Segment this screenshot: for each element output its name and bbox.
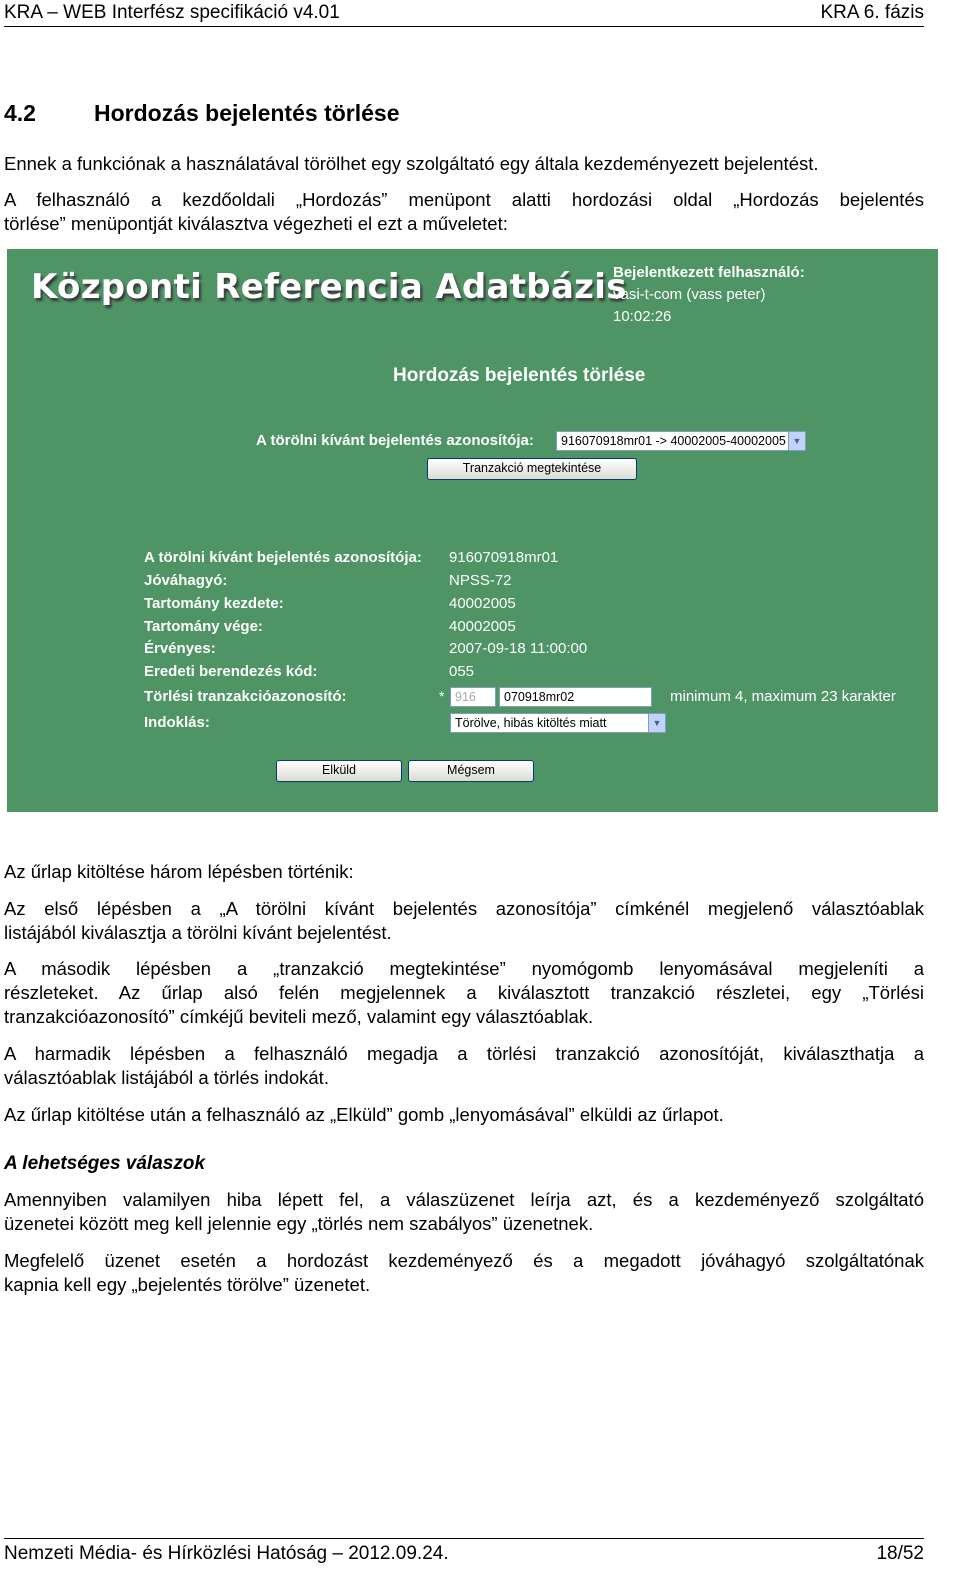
step-2-paragraph xyxy=(4,957,924,1029)
section-heading xyxy=(4,100,400,127)
user-info xyxy=(613,262,805,328)
intro-text-2a: A felhasználó a kezdőoldali „Hordozás” menüpont alatti hordozási oldal „Hordozás bejelentés xyxy=(4,189,924,210)
intro-text-2b: törlése” menüpontját kiválasztva végezheti el ezt a műveletet: xyxy=(4,213,508,234)
app-screenshot xyxy=(7,249,938,812)
step-3-paragraph xyxy=(4,1042,924,1090)
responses-heading: A lehetséges válaszok xyxy=(4,1153,206,1174)
chevron-down-icon[interactable]: ▼ xyxy=(648,714,665,732)
submit-button[interactable]: Elküld xyxy=(276,760,402,782)
section-title: Hordozás bejelentés törlése xyxy=(94,100,400,126)
response-1-text-b: üzenetei között meg kell jelennie egy „törlés nem szabályos” üzenetnek. xyxy=(4,1213,594,1234)
section-number: 4.2 xyxy=(4,100,36,126)
detail-label-id: A törölni kívánt bejelentés azonosítója: xyxy=(144,549,422,566)
response-2-text-b: kapnia kell egy „bejelentés törölve” üzenetet. xyxy=(4,1274,371,1295)
user-name: vasi-t-com (vass peter) xyxy=(613,286,766,303)
step-2-text-a: A második lépésben a „tranzakció megtekintése” nyomógomb lenyomásával megjeleníti a xyxy=(4,958,924,979)
cancel-button[interactable]: Mégsem xyxy=(408,760,534,782)
detail-label-valid: Érvényes: xyxy=(144,640,216,657)
txid-prefix-field: 916 xyxy=(450,687,496,707)
steps-intro xyxy=(4,860,924,884)
step-1-text-a: Az első lépésben a „A törölni kívánt bejelentés azonosítója” címkénél megjelenő választóablak xyxy=(4,898,924,919)
intro-text-1: Ennek a funkciónak a használatával törölhet egy szolgáltató egy általa kezdeményezett bejelentést. xyxy=(4,153,819,174)
page-footer xyxy=(4,1538,924,1565)
header-phase: KRA 6. fázis xyxy=(820,2,924,23)
detail-label-range-end: Tartomány vége: xyxy=(144,618,263,635)
detail-value-valid: 2007-09-18 11:00:00 xyxy=(449,640,588,657)
required-marker: * xyxy=(439,688,445,704)
detail-label-approver: Jóváhagyó: xyxy=(144,572,228,589)
detail-label-range-start: Tartomány kezdete: xyxy=(144,595,284,612)
announcement-select-label: A törölni kívánt bejelentés azonosítója: xyxy=(256,432,534,449)
step-2-text-c: tranzakcióazonosító” címkéjű beviteli mező, valamint egy választóablak. xyxy=(4,1006,594,1027)
app-logo: Központi Referencia Adatbázis xyxy=(31,267,627,307)
announcement-select[interactable] xyxy=(556,431,806,451)
detail-value-range-start: 40002005 xyxy=(449,595,516,612)
detail-label-equipment-code: Eredeti berendezés kód: xyxy=(144,663,318,680)
submit-note-text: Az űrlap kitöltése után a felhasználó az „Elküld” gomb „lenyomásával” elküldi az űrlapot. xyxy=(4,1104,724,1125)
page-header xyxy=(4,0,924,27)
view-transaction-button[interactable]: Tranzakció megtekintése xyxy=(427,458,637,480)
detail-value-equipment-code: 055 xyxy=(449,663,475,680)
intro-paragraph-2 xyxy=(4,188,924,236)
response-1-paragraph xyxy=(4,1188,924,1236)
footer-page-number: 18/52 xyxy=(876,1543,924,1564)
form-title: Hordozás bejelentés törlése xyxy=(393,365,646,386)
header-doc-title: KRA – WEB Interfész specifikáció v4.01 xyxy=(4,2,340,23)
detail-value-id: 916070918mr01 xyxy=(449,549,559,566)
step-1-text-b: listájából kiválasztja a törölni kívánt bejelentést. xyxy=(4,922,392,943)
step-3-text-b: választóablak listájából a törlés indokát. xyxy=(4,1067,329,1088)
step-3-text-a: A harmadik lépésben a felhasználó megadja a törlési tranzakció azonosítóját, kiválaszthatja a xyxy=(4,1043,924,1064)
chevron-down-icon[interactable]: ▼ xyxy=(788,432,805,450)
response-1-text-a: Amennyiben valamilyen hiba lépett fel, a válaszüzenet leírja azt, és a kezdeményező szolgáltató xyxy=(4,1189,924,1210)
txid-label: Törlési tranzakcióazonosító: xyxy=(144,688,347,705)
detail-value-approver: NPSS-72 xyxy=(449,572,512,589)
reason-select[interactable] xyxy=(450,713,666,733)
txid-hint: minimum 4, maximum 23 karakter xyxy=(670,688,896,705)
step-2-text-b: részleteket. Az űrlap alsó felén megjelennek a kiválasztott tranzakció részletei, egy „Törlési xyxy=(4,982,924,1003)
intro-paragraph-1 xyxy=(4,152,924,176)
session-time: 10:02:26 xyxy=(613,308,672,325)
submit-note-paragraph xyxy=(4,1103,924,1127)
user-label: Bejelentkezett felhasználó: xyxy=(613,264,805,281)
steps-intro-text: Az űrlap kitöltése három lépésben történik: xyxy=(4,861,354,882)
reason-select-value: Törölve, hibás kitöltés miatt xyxy=(455,716,607,730)
txid-input[interactable]: 070918mr02 xyxy=(499,687,652,707)
response-2-text-a: Megfelelő üzenet esetén a hordozást kezdeményező és a megadott jóváhagyó szolgáltatónak xyxy=(4,1250,924,1271)
footer-authority: Nemzeti Média- és Hírközlési Hatóság – 2012.09.24. xyxy=(4,1543,449,1564)
announcement-select-value: 916070918mr01 -> 40002005-40002005 xyxy=(561,434,786,448)
step-1-paragraph xyxy=(4,897,924,945)
response-2-paragraph xyxy=(4,1249,924,1297)
detail-value-range-end: 40002005 xyxy=(449,618,516,635)
reason-label: Indoklás: xyxy=(144,714,210,731)
